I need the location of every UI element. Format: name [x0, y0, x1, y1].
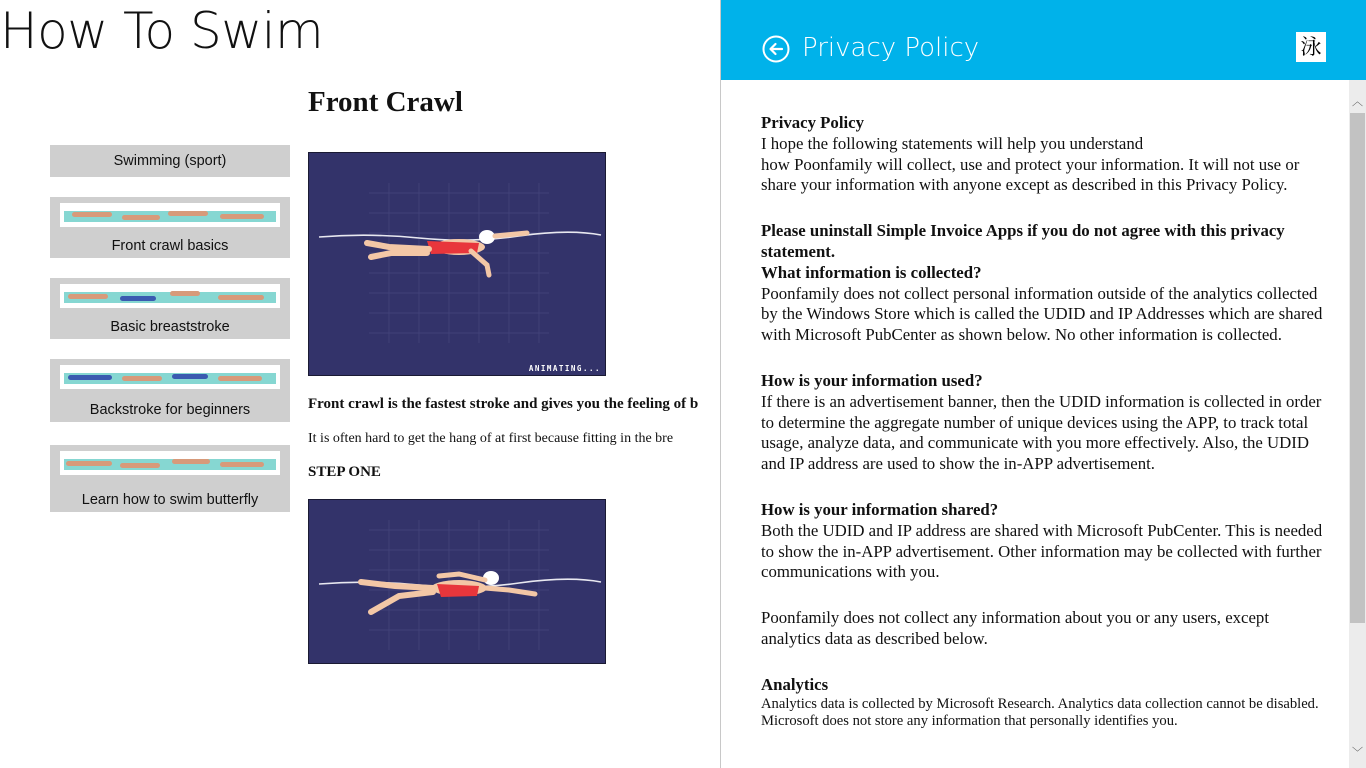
nav-item-basic-breaststroke[interactable] [50, 278, 290, 339]
section-heading: Analytics [761, 674, 829, 694]
nav-item-learn-butterfly[interactable] [50, 445, 290, 512]
section-heading: Privacy Policy [761, 113, 864, 132]
nav-item-backstroke-for-beginners[interactable] [50, 359, 290, 422]
back-button[interactable] [762, 35, 790, 63]
step-one-illustration [309, 500, 606, 664]
privacy-policy-text [761, 113, 1331, 730]
article-heading: Front Crawl [308, 86, 463, 118]
front-crawl-illustration [309, 153, 606, 376]
section-heading: How is your information used? [761, 370, 983, 390]
section-heading: Please uninstall Simple Invoice Apps if you do not agree with this privacy statement. What information is collected? [761, 221, 1285, 282]
nav-item-label: Basic breaststroke [110, 319, 230, 335]
flyout-header [721, 0, 1366, 80]
section-text: Analytics data is collected by Microsoft Research. Analytics data collection cannot be disabled. Microsoft does not store any information that personally identifies you. [761, 695, 1319, 729]
nav-item-swimming-sport[interactable] [50, 145, 290, 177]
article-content [308, 86, 720, 768]
animation-caption: ANIMATING... [528, 364, 601, 373]
swim-animation [308, 152, 606, 376]
section-text: I hope the following statements will help you understand how Poonfamily will collect, use and protect your information. It will not use or share your information with anyone except as described in this Privacy Policy. [761, 133, 1300, 195]
scroll-down-arrow-icon[interactable]: ﹀ [1352, 746, 1363, 759]
backstroke-thumbnail [60, 365, 280, 389]
nav-item-label: Swimming (sport) [113, 153, 227, 169]
scroll-up-arrow-icon[interactable]: ︿ [1352, 95, 1363, 108]
scrollbar-thumb[interactable] [1350, 113, 1365, 623]
section-text: Poonfamily does not collect any information about you or any users, except analytics data as described below. [761, 608, 1269, 648]
front-crawl-thumbnail [60, 203, 280, 227]
breaststroke-thumbnail [60, 284, 280, 308]
flyout-scrollbar[interactable] [1349, 80, 1366, 768]
back-arrow-icon [762, 35, 790, 63]
article-lead: Front crawl is the fastest stroke and gives you the feeling of b [308, 396, 699, 412]
flyout-title: Privacy Policy [802, 33, 980, 63]
section-text: If there is an advertisement banner, then the UDID information is collected in order to determine the aggregate number of unique devices using the APP, to track total usage, analyze data, and communicate with you more effectively. Also, the UDID and IP address are used to show the in-APP advertisement. [761, 391, 1322, 474]
nav-item-front-crawl-basics[interactable] [50, 197, 290, 258]
privacy-policy-body [721, 80, 1349, 768]
nav-item-label: Front crawl basics [111, 238, 229, 254]
nav-item-label: Backstroke for beginners [89, 402, 251, 418]
section-text: Poonfamily does not collect personal information outside of the analytics collected by the Windows Store which is called the UDID and IP Addresses which are shared with Microsoft PubCenter as shown below. No other information is collected. [761, 283, 1323, 345]
section-heading: How is your information shared? [761, 499, 999, 519]
step-heading: STEP ONE [308, 464, 381, 480]
nav-item-label: Learn how to swim butterfly [81, 492, 259, 508]
butterfly-thumbnail [60, 451, 280, 475]
app-logo-icon: 泳 [1296, 32, 1326, 62]
app-title: How To Swim [0, 2, 324, 60]
article-paragraph: It is often hard to get the hang of at first because fitting in the bre [308, 431, 674, 446]
privacy-policy-flyout [720, 0, 1366, 768]
section-text: Both the UDID and IP address are shared with Microsoft PubCenter. This is needed to show the in-APP advertisement. Other information may be collected with further communications with you. [761, 520, 1323, 582]
step-one-animation [308, 499, 606, 664]
